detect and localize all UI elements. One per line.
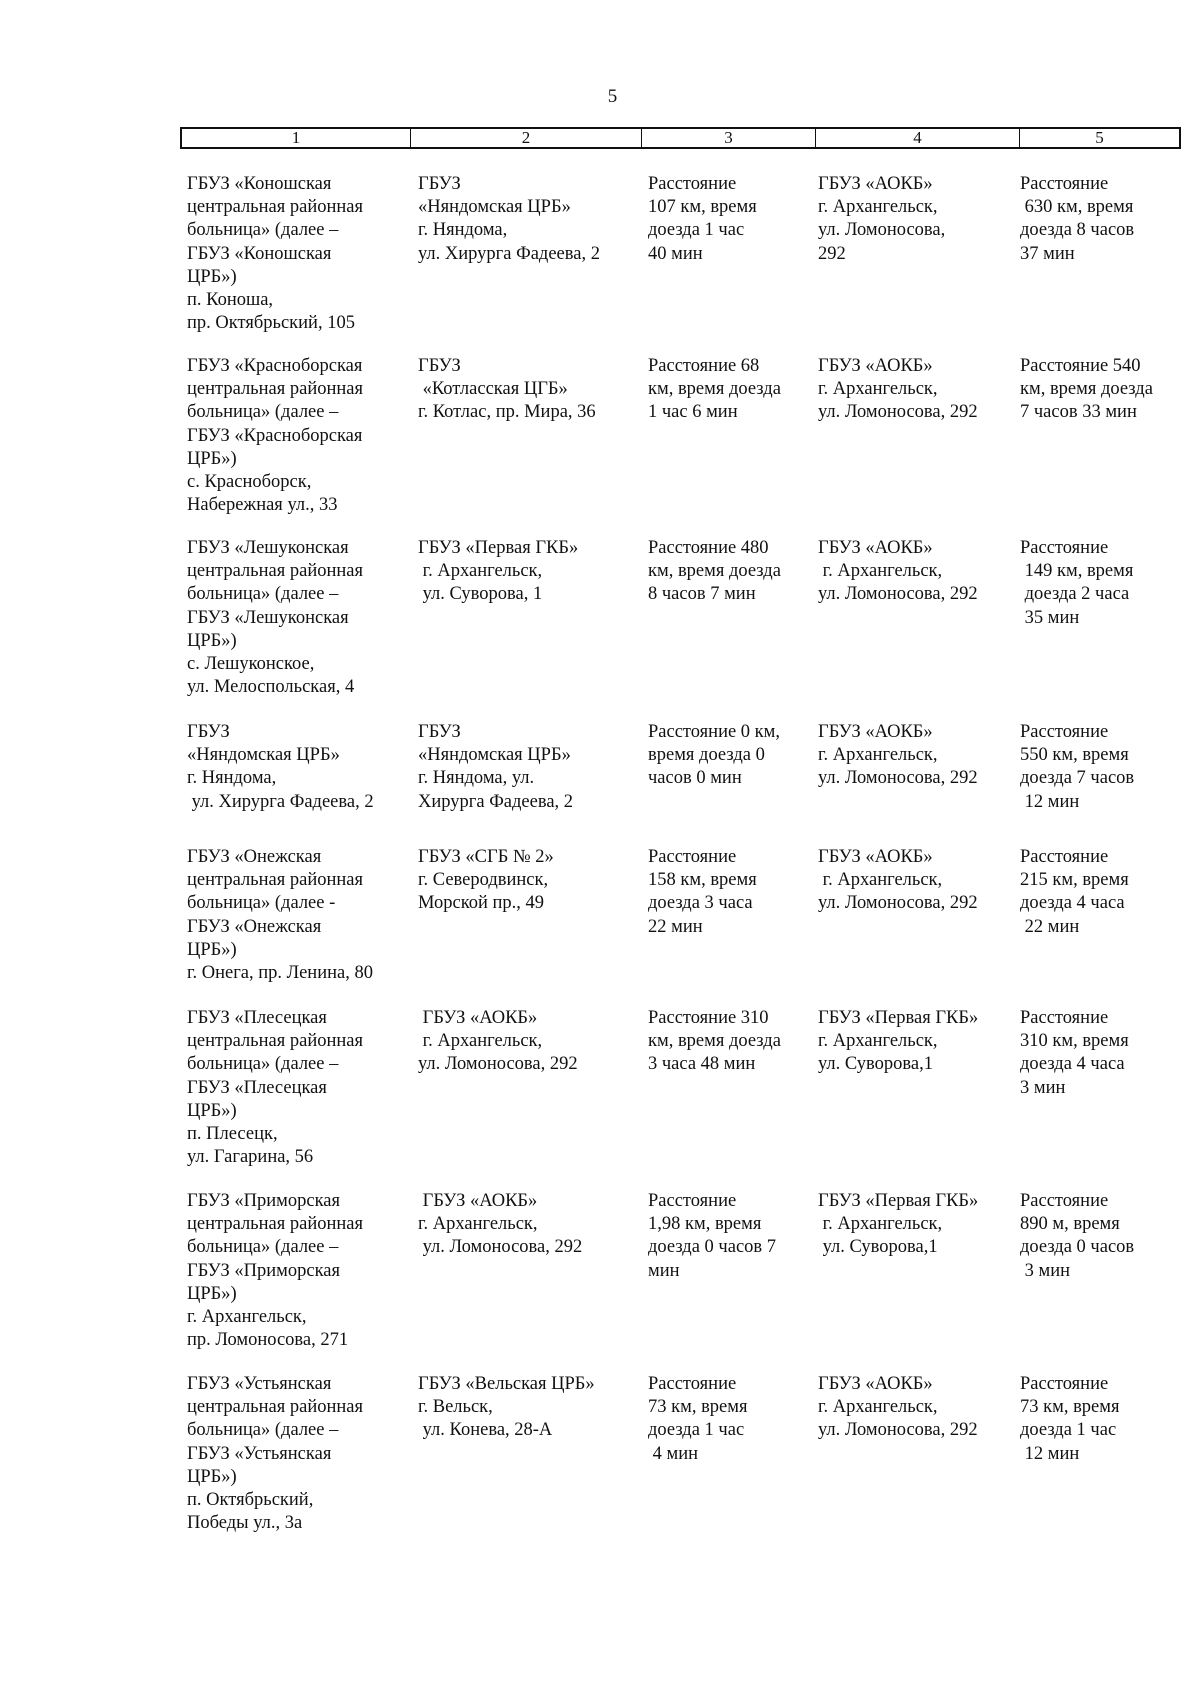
first-destination-cell: ГБУЗ «АОКБ» г. Архангельск, ул. Ломоносова, 292 [418, 1008, 578, 1075]
first-destination-cell: ГБУЗ «СГБ № 2» г. Северодвинск, Морской пр., 49 [418, 847, 554, 914]
second-destination-cell: ГБУЗ «АОКБ» г. Архангельск, ул. Ломоносова, 292 [818, 722, 978, 789]
first-destination-cell: ГБУЗ «Котласская ЦГБ» г. Котлас, пр. Мира, 36 [418, 356, 596, 423]
first-distance-cell: Расстояние 0 км, время доезда 0 часов 0 мин [648, 722, 781, 789]
first-destination-cell: ГБУЗ «АОКБ» г. Архангельск, ул. Ломоносова, 292 [418, 1191, 583, 1258]
origin-hospital-cell: ГБУЗ «Лешуконская центральная районная больница» (далее – ГБУЗ «Лешуконская ЦРБ») с. Лешуконское, ул. Мелоспольская, 4 [187, 538, 363, 698]
first-destination-cell: ГБУЗ «Первая ГКБ» г. Архангельск, ул. Суворова, 1 [418, 538, 579, 605]
second-destination-cell: ГБУЗ «АОКБ» г. Архангельск, ул. Ломоносова, 292 [818, 538, 978, 605]
origin-hospital-cell: ГБУЗ «Няндомская ЦРБ» г. Няндома, ул. Хирурга Фадеева, 2 [187, 722, 374, 812]
second-destination-cell: ГБУЗ «Первая ГКБ» г. Архангельск, ул. Суворова,1 [818, 1008, 979, 1075]
first-distance-cell: Расстояние 68 км, время доезда 1 час 6 мин [648, 356, 781, 423]
second-destination-cell: ГБУЗ «АОКБ» г. Архангельск, ул. Ломоносова, 292 [818, 1374, 978, 1441]
second-distance-cell: Расстояние 149 км, время доезда 2 часа 35 мин [1020, 538, 1134, 628]
origin-hospital-cell: ГБУЗ «Плесецкая центральная районная больница» (далее – ГБУЗ «Плесецкая ЦРБ») п. Плесецк, ул. Гагарина, 56 [187, 1008, 363, 1168]
origin-hospital-cell: ГБУЗ «Устьянская центральная районная больница» (далее – ГБУЗ «Устьянская ЦРБ») п. Октябрьский, Победы ул., 3а [187, 1374, 363, 1534]
column-number-header [180, 127, 1181, 149]
second-distance-cell: Расстояние 215 км, время доезда 4 часа 22 мин [1020, 847, 1129, 937]
first-distance-cell: Расстояние 73 км, время доезда 1 час 4 мин [648, 1374, 748, 1464]
column-number-5: 5 [1095, 128, 1104, 147]
second-distance-cell: Расстояние 540 км, время доезда 7 часов 33 мин [1020, 356, 1153, 423]
first-distance-cell: Расстояние 480 км, время доезда 8 часов 7 мин [648, 538, 781, 605]
second-destination-cell: ГБУЗ «АОКБ» г. Архангельск, ул. Ломоносова, 292 [818, 356, 978, 423]
first-destination-cell: ГБУЗ «Няндомская ЦРБ» г. Няндома, ул. Хирурга Фадеева, 2 [418, 722, 574, 812]
origin-hospital-cell: ГБУЗ «Онежская центральная районная больница» (далее - ГБУЗ «Онежская ЦРБ») г. Онега, пр. Ленина, 80 [187, 847, 373, 984]
origin-hospital-cell: ГБУЗ «Приморская центральная районная больница» (далее – ГБУЗ «Приморская ЦРБ») г. Архангельск, пр. Ломоносова, 271 [187, 1191, 363, 1351]
first-distance-cell: Расстояние 310 км, время доезда 3 часа 48 мин [648, 1008, 781, 1075]
first-destination-cell: ГБУЗ «Вельская ЦРБ» г. Вельск, ул. Конева, 28-А [418, 1374, 595, 1441]
second-destination-cell: ГБУЗ «АОКБ» г. Архангельск, ул. Ломоносова, 292 [818, 174, 946, 264]
second-distance-cell: Расстояние 890 м, время доезда 0 часов 3 мин [1020, 1191, 1135, 1281]
first-distance-cell: Расстояние 158 км, время доезда 3 часа 22 мин [648, 847, 757, 937]
first-distance-cell: Расстояние 1,98 км, время доезда 0 часов 7 мин [648, 1191, 777, 1281]
second-distance-cell: Расстояние 630 км, время доезда 8 часов 37 мин [1020, 174, 1135, 264]
second-destination-cell: ГБУЗ «АОКБ» г. Архангельск, ул. Ломоносова, 292 [818, 847, 978, 914]
second-destination-cell: ГБУЗ «Первая ГКБ» г. Архангельск, ул. Суворова,1 [818, 1191, 979, 1258]
second-distance-cell: Расстояние 550 км, время доезда 7 часов 12 мин [1020, 722, 1135, 812]
column-number-4: 4 [816, 129, 1020, 147]
first-distance-cell: Расстояние 107 км, время доезда 1 час 40 мин [648, 174, 757, 264]
origin-hospital-cell: ГБУЗ «Коношская центральная районная больница» (далее – ГБУЗ «Коношская ЦРБ») п. Коноша, пр. Октябрьский, 105 [187, 174, 363, 334]
second-distance-cell: Расстояние 73 км, время доезда 1 час 12 мин [1020, 1374, 1120, 1464]
first-destination-cell: ГБУЗ «Няндомская ЦРБ» г. Няндома, ул. Хирурга Фадеева, 2 [418, 174, 600, 264]
origin-hospital-cell: ГБУЗ «Красноборская центральная районная больница» (далее – ГБУЗ «Красноборская ЦРБ») с. Красноборск, Набережная ул., 33 [187, 356, 363, 516]
column-number-2: 2 [411, 129, 642, 147]
column-number-1: 1 [182, 129, 411, 147]
column-number-3: 3 [642, 129, 816, 147]
second-distance-cell: Расстояние 310 км, время доезда 4 часа 3 мин [1020, 1008, 1129, 1098]
page-number: 5 [607, 86, 618, 107]
